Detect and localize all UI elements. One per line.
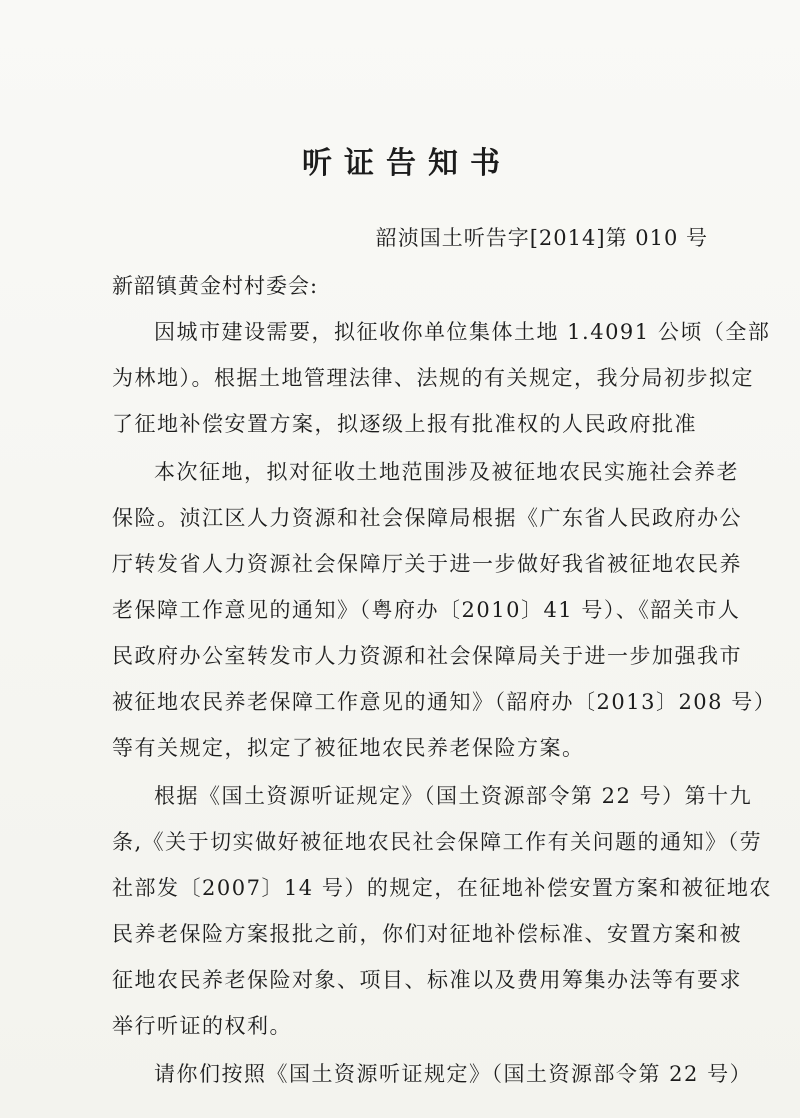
body-line-1: 因城市建设需要，拟征收你单位集体土地 1.4091 公顷（全部 bbox=[154, 320, 771, 344]
body-line-10: 等有关规定，拟定了被征地农民养老保险方案。 bbox=[112, 736, 585, 760]
body-line-12: 条,《关于切实做好被征地农民社会保障工作有关问题的通知》（劳 bbox=[112, 830, 763, 854]
document-title: 听证告知书 bbox=[302, 146, 512, 181]
body-line-7: 老保障工作意见的通知》（粤府办〔2010〕41 号）、《韶关市人 bbox=[112, 598, 741, 622]
body-line-8: 民政府办公室转发市人力资源和社会保障局关于进一步加强我市 bbox=[112, 644, 742, 668]
body-line-5: 保险。浈江区人力资源和社会保障局根据《广东省人民政府办公 bbox=[112, 506, 742, 530]
body-line-16: 举行听证的权利。 bbox=[112, 1014, 292, 1038]
addressee: 新韶镇黄金村村委会: bbox=[112, 274, 319, 298]
body-line-13: 社部发〔2007〕14 号）的规定，在征地补偿安置方案和被征地农 bbox=[112, 876, 772, 900]
body-line-15: 征地农民养老保险对象、项目、标准以及费用筹集办法等有要求 bbox=[112, 968, 742, 992]
body-line-17: 请你们按照《国土资源听证规定》（国土资源部令第 22 号） bbox=[154, 1062, 753, 1086]
body-line-2: 为林地）。根据土地管理法律、法规的有关规定，我分局初步拟定 bbox=[112, 366, 754, 390]
body-line-9: 被征地农民养老保障工作意见的通知》（韶府办〔2013〕208 号） bbox=[112, 690, 777, 714]
body-line-6: 厅转发省人力资源社会保障厅关于进一步做好我省被征地农民养 bbox=[112, 552, 742, 576]
body-line-4: 本次征地，拟对征收土地范围涉及被征地农民实施社会养老 bbox=[154, 460, 739, 484]
body-line-3: 了征地补偿安置方案，拟逐级上报有批准权的人民政府批准 bbox=[112, 412, 697, 436]
document-number: 韶浈国土听告字[2014]第 010 号 bbox=[375, 226, 708, 250]
body-line-11: 根据《国土资源听证规定》（国土资源部令第 22 号）第十九 bbox=[154, 784, 753, 808]
body-line-14: 民养老保险方案报批之前，你们对征地补偿标准、安置方案和被 bbox=[112, 922, 742, 946]
